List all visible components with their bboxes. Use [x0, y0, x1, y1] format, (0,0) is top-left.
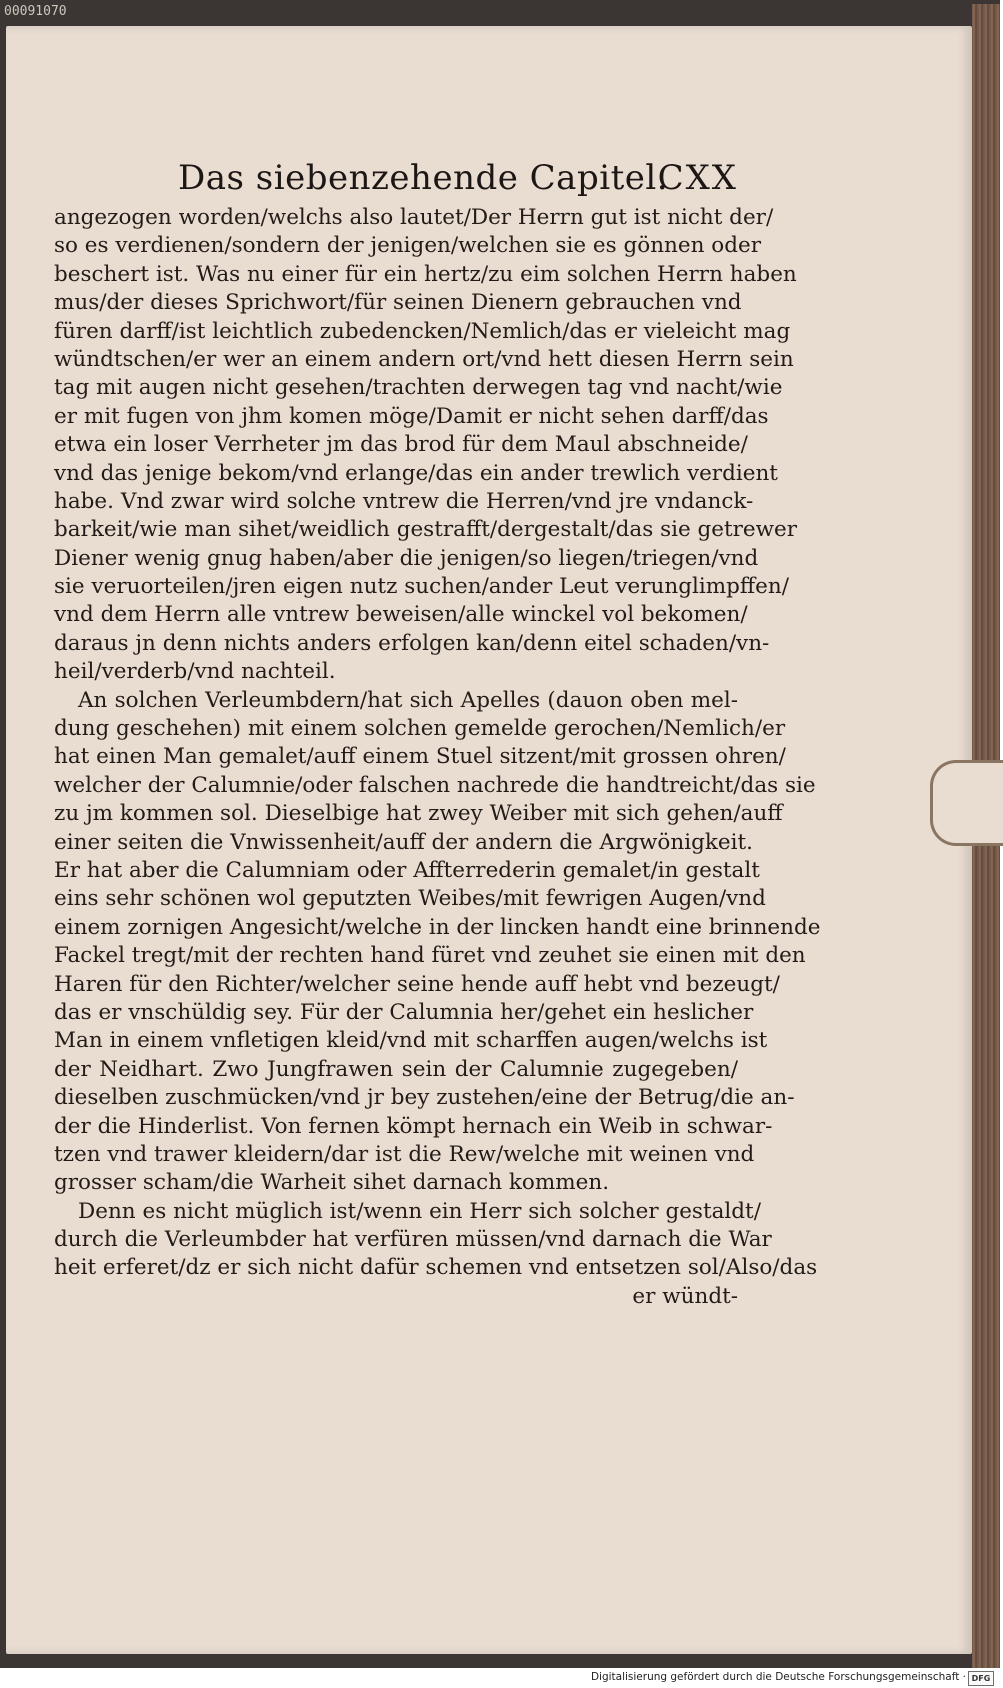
- text-line: vnd das jenige bekom/vnd erlange/das ein ander trewlich verdient: [54, 460, 778, 486]
- text-line: tzen vnd trawer kleidern/dar ist die Rew/welche mit weinen vnd: [54, 1141, 755, 1167]
- text-line: grosser scham/die Warheit sihet darnach kommen.: [54, 1170, 610, 1196]
- text-line: so es verdienen/sondern der jenigen/welchen sie es gönnen oder: [54, 233, 762, 259]
- text-line: einem zornigen Angesicht/welche in der lincken handt eine brinnende: [54, 914, 821, 940]
- text-line: durch die Verleumbder hat verfüren müssen/vnd darnach die War: [54, 1227, 772, 1253]
- text-line: dieselben zuschmücken/vnd jr bey zustehen/eine der Betrug/die an-: [54, 1085, 795, 1111]
- page-header: [178, 158, 738, 206]
- dfg-logo: DFG: [968, 1671, 994, 1686]
- text-line: vnd dem Herrn alle vntrew beweisen/alle winckel vol bekomen/: [54, 602, 748, 628]
- text-line: beschert ist. Was nu einer für ein hertz/zu eim solchen Herrn haben: [54, 261, 797, 287]
- text-line: wündtschen/er wer an einem andern ort/vnd hett diesen Herrn sein: [54, 346, 794, 372]
- catchword: er wündt-: [632, 1283, 738, 1309]
- text-line: das er vnschüldig sey. Für der Calumnia her/gehet ein heslicher: [54, 999, 754, 1025]
- text-line: einer seiten die Vnwissenheit/auff der andern die Argwönigkeit.: [54, 829, 753, 855]
- text-line: er mit fugen von jhm komen möge/Damit er nicht sehen darff/das: [54, 403, 769, 429]
- text-line: tag mit augen nicht gesehen/trachten derwegen tag vnd nacht/wie: [54, 375, 783, 401]
- text-line: Haren für den Richter/welcher seine hende auff hebt vnd bezeugt/: [54, 971, 780, 997]
- text-line: eins sehr schönen wol geputzten Weibes/mit fewrigen Augen/vnd: [54, 886, 766, 912]
- funding-credit: Digitalisierung gefördert durch die Deutsche Forschungsgemeinschaft ·: [590, 1671, 966, 1683]
- book-page: [6, 26, 972, 1654]
- text-line: etwa ein loser Verrheter jm das brod für dem Maul abschneide/: [54, 432, 748, 458]
- body-text: [54, 204, 821, 1311]
- book-clasp: [930, 760, 1003, 846]
- text-line: Diener wenig gnug haben/aber die jenigen/so liegen/triegen/vnd: [54, 545, 759, 571]
- text-line: An solchen Verleumbdern/hat sich Apelles (dauon oben mel-: [78, 687, 738, 713]
- text-line: welcher der Calumnie/oder falschen nachrede die handtreicht/das sie: [54, 772, 816, 798]
- text-line: angezogen worden/welchs also lautet/Der Herrn gut ist nicht der/: [54, 205, 774, 230]
- text-line: daraus jn denn nichts anders erfolgen kan/denn eitel schaden/vn-: [54, 630, 770, 656]
- scan-id-label: 00091070: [4, 4, 67, 19]
- footer-bar: [0, 1668, 1000, 1688]
- text-line: heit erferet/dz er sich nicht dafür schemen vnd entsetzen sol/Also/das: [54, 1255, 818, 1281]
- running-title: Das siebenzehende Capitel.: [178, 158, 669, 198]
- text-line: barkeit/wie man sihet/weidlich gestrafft/dergestalt/das sie getrewer: [54, 517, 798, 543]
- text-line: hat einen Man gemalet/auff einem Stuel sitzent/mit grossen ohren/: [54, 744, 786, 770]
- text-line: der die Hinderlist. Von fernen kömpt hernach ein Weib in schwar-: [54, 1113, 773, 1139]
- text-line: heil/verderb/vnd nachteil.: [54, 659, 336, 685]
- text-line: Man in einem vnfletigen kleid/vnd mit scharffen augen/welchs ist: [54, 1028, 768, 1054]
- folio-number: CXX: [657, 158, 738, 198]
- text-line: füren darff/ist leichtlich zubedencken/Nemlich/das er vieleicht mag: [54, 318, 791, 344]
- text-line: dung geschehen) mit einem solchen gemelde gerochen/Nemlich/er: [54, 716, 786, 742]
- text-line: Er hat aber die Calumniam oder Affterrederin gemalet/in gestalt: [54, 857, 760, 883]
- text-line: mus/der dieses Sprichwort/für seinen Dienern gebrauchen vnd: [54, 290, 742, 316]
- text-line: zu jm kommen sol. Dieselbige hat zwey Weiber mit sich gehen/auff: [54, 801, 783, 827]
- text-line: der Neidhart. Zwo Jungfrawen sein der Calumnie zugegeben/: [54, 1056, 738, 1082]
- text-line: habe. Vnd zwar wird solche vntrew die Herren/vnd jre vndanck-: [54, 488, 754, 514]
- text-line: Denn es nicht müglich ist/wenn ein Herr sich solcher gestaldt/: [78, 1198, 761, 1224]
- text-line: Fackel tregt/mit der rechten hand füret vnd zeuhet sie einen mit den: [54, 943, 806, 969]
- text-line: sie veruorteilen/jren eigen nutz suchen/ander Leut verunglimpffen/: [54, 574, 789, 600]
